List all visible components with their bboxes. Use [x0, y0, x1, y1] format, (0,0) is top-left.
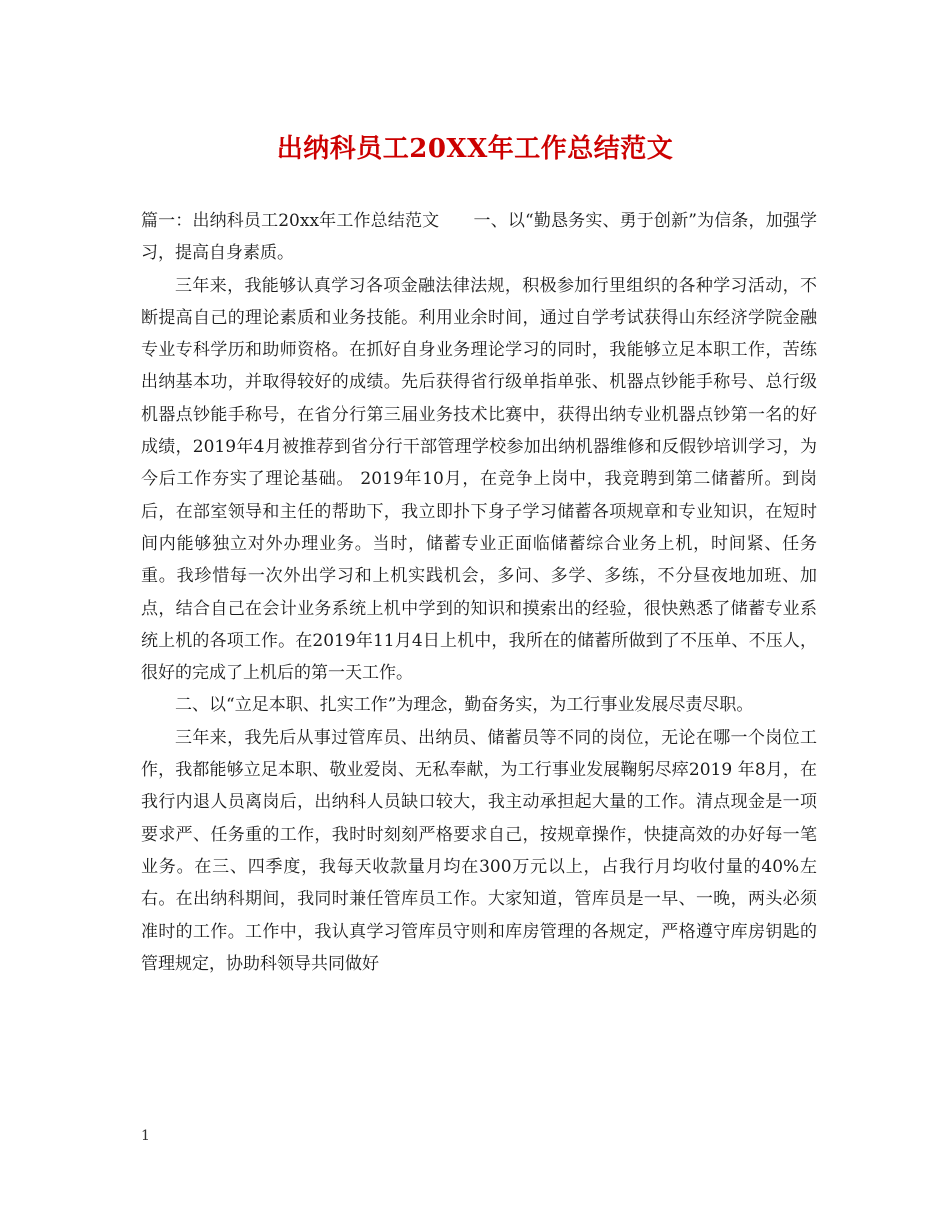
paragraph-2: 三年来，我能够认真学习各项金融法律法规，积极参加行里组织的各种学习活动，不断提高自己的理论素质和业务技能。利用业余时间，通过自学考试获得山东经济学院金融专业专科学历和助师资格。在抓好自身业务理论学习的同时，我能够立足本职工作，苦练出纳基本功，并取得较好的成绩。先后获得省行级单指单张、机器点钞能手称号、总行级机器点钞能手称号，在省分行第三届业务技术比赛中，获得出纳专业机器点钞第一名的好成绩，2019年4月被推荐到省分行干部管理学校参加出纳机器维修和反假钞培训学习，为今后工作夯实了理论基础。 2019年10月，在竞争上岗中，我竞聘到第二储蓄所。到岗后，在部室领导和主任的帮助下，我立即扑下身子学习储蓄各项规章和专业知识，在短时间内能够独立对外办理业务。当时，储蓄专业正面临储蓄综合业务上机，时间紧、任务重。我珍惜每一次外出学习和上机实践机会，多问、多学、多练，不分昼夜地加班、加点，结合自己在会计业务系统上机中学到的知识和摸索出的经验，很快熟悉了储蓄专业系统上机的各项工作。在2019年11月4日上机中，我所在的储蓄所做到了不压单、不压人，很好的完成了上机后的第一天工作。 — [141, 275, 817, 684]
paragraph-1: 篇一：出纳科员工20xx年工作总结范文 一、以“勤恳务实、勇于创新”为信条，加强学习，提高自身素质。 — [141, 211, 817, 264]
document-body — [141, 205, 817, 980]
paragraph-3: 二、以“立足本职、扎实工作”为理念，勤奋务实，为工行事业发展尽责尽职。 — [175, 695, 754, 716]
paragraph-4: 三年来，我先后从事过管库员、出纳员、储蓄员等不同的岗位，无论在哪一个岗位工作，我都能够立足本职、敬业爱岗、无私奉献，为工行事业发展鞠躬尽瘁2019 年8月，在我行内退人员离岗后，出纳科人员缺口较大，我主动承担起大量的工作。清点现金是一项要求严、任务重的工作，我时时刻刻严格要求自己，按规章操作，快捷高效的办好每一笔业务。在三、四季度，我每天收款量月均在300万元以上，占我行月均收付量的40%左右。在出纳科期间，我同时兼任管库员工作。大家知道，管库员是一早、一晚，两头必须准时的工作。工作中，我认真学习管库员守则和库房管理的各规定，严格遵守库房钥匙的管理规定，协助科领导共同做好 — [141, 727, 817, 974]
page-number: 1 — [141, 1128, 150, 1144]
document-title: 出纳科员工20XX年工作总结范文 — [276, 134, 674, 164]
